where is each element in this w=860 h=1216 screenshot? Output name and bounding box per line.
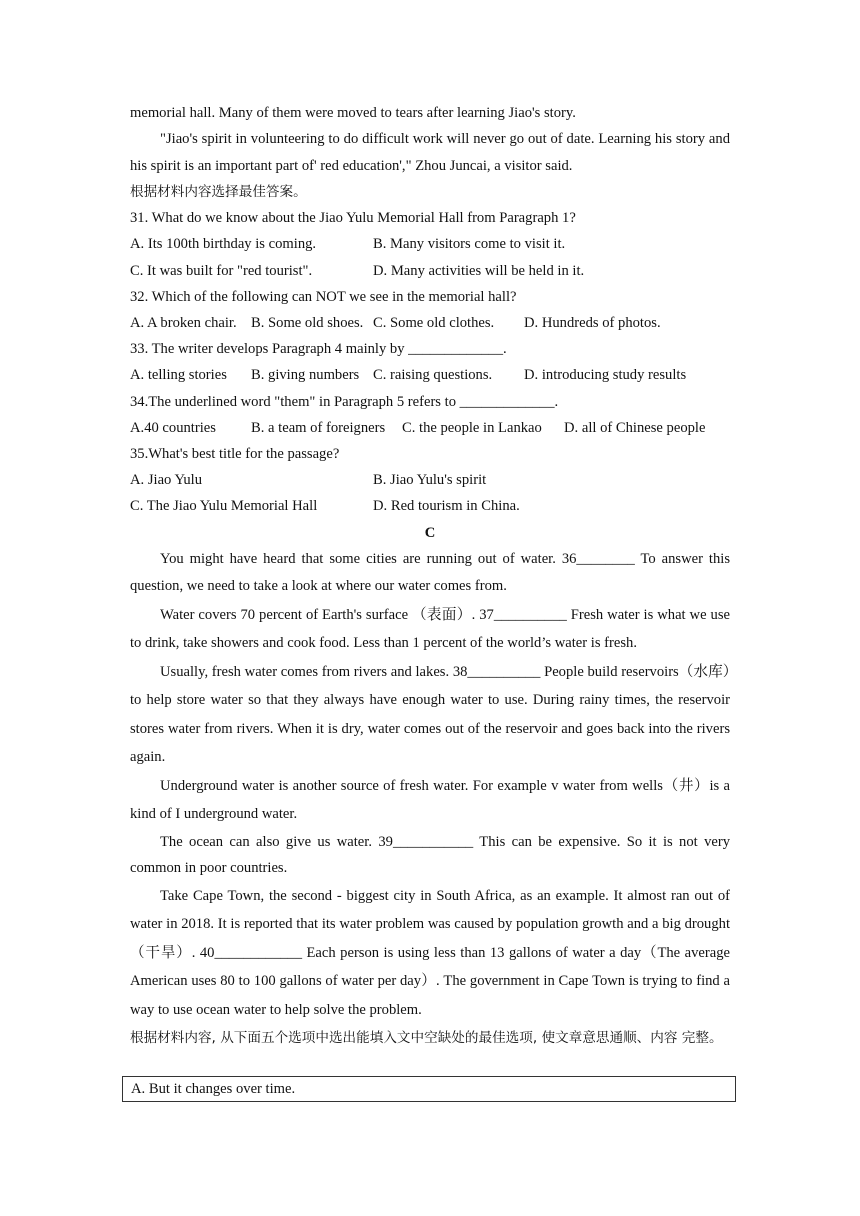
question-32-option-c: C. Some old clothes. bbox=[373, 315, 495, 331]
question-33-text: 33. The writer develops Paragraph 4 mainly by _____________. bbox=[130, 341, 507, 358]
question-35-option-c: C. The Jiao Yulu Memorial Hall bbox=[130, 498, 318, 515]
question-31-option-a: A. Its 100th birthday is coming. bbox=[130, 236, 317, 253]
question-31-option-c: C. It was built for "red tourist". bbox=[130, 262, 313, 279]
question-32-text: 32. Which of the following can NOT we see in the memorial hall? bbox=[130, 288, 517, 305]
question-31 bbox=[130, 205, 730, 284]
question-33 bbox=[130, 336, 730, 388]
question-33-option-d: D. introducing study results bbox=[524, 367, 687, 384]
question-35-option-b: B. Jiao Yulu's spirit bbox=[373, 472, 487, 489]
section-c-paragraph-6: Take Cape Town, the second - biggest city in South Africa, as an example. It almost ran out of water in 2018. It is reported that its water problem was caused by population growth and a big drought（干旱）. 40____________ Each person is using less than 13 gallons of water a day（The average American uses 80 to 100 gallons of water per day）. The government in Cape Town is trying to find a way to use ocean water to help solve the problem. bbox=[130, 887, 730, 1018]
section-c-paragraph-1: You might have heard that some cities are running out of water. 36________ To answer this question, we need to take a look at where our water comes from. bbox=[130, 550, 730, 595]
question-35 bbox=[130, 441, 730, 520]
section-c-paragraph-5: The ocean can also give us water. 39___________ This can be expensive. So it is not very common in poor countries. bbox=[130, 833, 730, 877]
document-page bbox=[130, 100, 730, 1053]
question-32-option-d: D. Hundreds of photos. bbox=[524, 315, 661, 331]
section-c-paragraph-2: Water covers 70 percent of Earth's surface （表面）. 37__________ Fresh water is what we use to drink, take showers and cook food. Less than 1 percent of the world’s water is fresh. bbox=[130, 606, 730, 652]
question-32 bbox=[130, 284, 730, 336]
question-31-option-b: B. Many visitors come to visit it. bbox=[373, 236, 566, 253]
question-32-option-b: B. Some old shoes. bbox=[251, 315, 364, 331]
question-32-option-a: A. A broken chair. bbox=[130, 315, 237, 331]
question-33-option-a: A. telling stories bbox=[130, 367, 227, 384]
option-a-text: A. But it changes over time. bbox=[131, 1081, 296, 1097]
question-35-text: 35.What's best title for the passage? bbox=[130, 446, 340, 463]
question-33-option-c: C. raising questions. bbox=[373, 367, 493, 384]
section-c-paragraph-4: Underground water is another source of fresh water. For example v water from wells（井）is a kind of I underground water. bbox=[130, 777, 730, 823]
question-34-text: 34.The underlined word "them" in Paragraph 5 refers to _____________. bbox=[130, 393, 559, 410]
question-35-option-a: A. Jiao Yulu bbox=[130, 472, 203, 489]
visitor-quote-paragraph: "Jiao's spirit in volunteering to do difficult work will never go out of date. Learning his story and his spirit is an important part of' red education'," Zhou Juncai, a visitor said. bbox=[130, 131, 730, 174]
section-c-paragraph-3: Usually, fresh water comes from rivers and lakes. 38__________ People build reservoirs（水库）to help store water so that they always have enough water to use. During rainy times, the reservoir stores water from rivers. When it is dry, water comes out of the reservoir and goes back into the rivers again. bbox=[130, 663, 730, 766]
question-34-option-a: A.40 countries bbox=[130, 419, 216, 436]
question-31-option-d: D. Many activities will be held in it. bbox=[373, 262, 585, 279]
question-35-option-d: D. Red tourism in China. bbox=[373, 498, 520, 515]
question-33-option-b: B. giving numbers bbox=[251, 367, 360, 384]
question-31-text: 31. What do we know about the Jiao Yulu Memorial Hall from Paragraph 1? bbox=[130, 210, 576, 227]
question-34-option-d: D. all of Chinese people bbox=[564, 419, 706, 436]
section-c-instruction: 根据材料内容, 从下面五个选项中选出能填入文中空缺处的最佳选项, 使文章意思通顺、内容 完整。 bbox=[130, 1030, 723, 1047]
passage-continuation: memorial hall. Many of them were moved to tears after learning Jiao's story. bbox=[130, 105, 576, 121]
options-box bbox=[122, 1076, 736, 1102]
question-34-option-b: B. a team of foreigners bbox=[251, 419, 386, 436]
section-b-instruction: 根据材料内容选择最佳答案。 bbox=[130, 183, 307, 200]
question-34-option-c: C. the people in Lankao bbox=[402, 419, 542, 436]
question-34 bbox=[130, 389, 730, 441]
section-c-heading: C bbox=[424, 524, 436, 541]
